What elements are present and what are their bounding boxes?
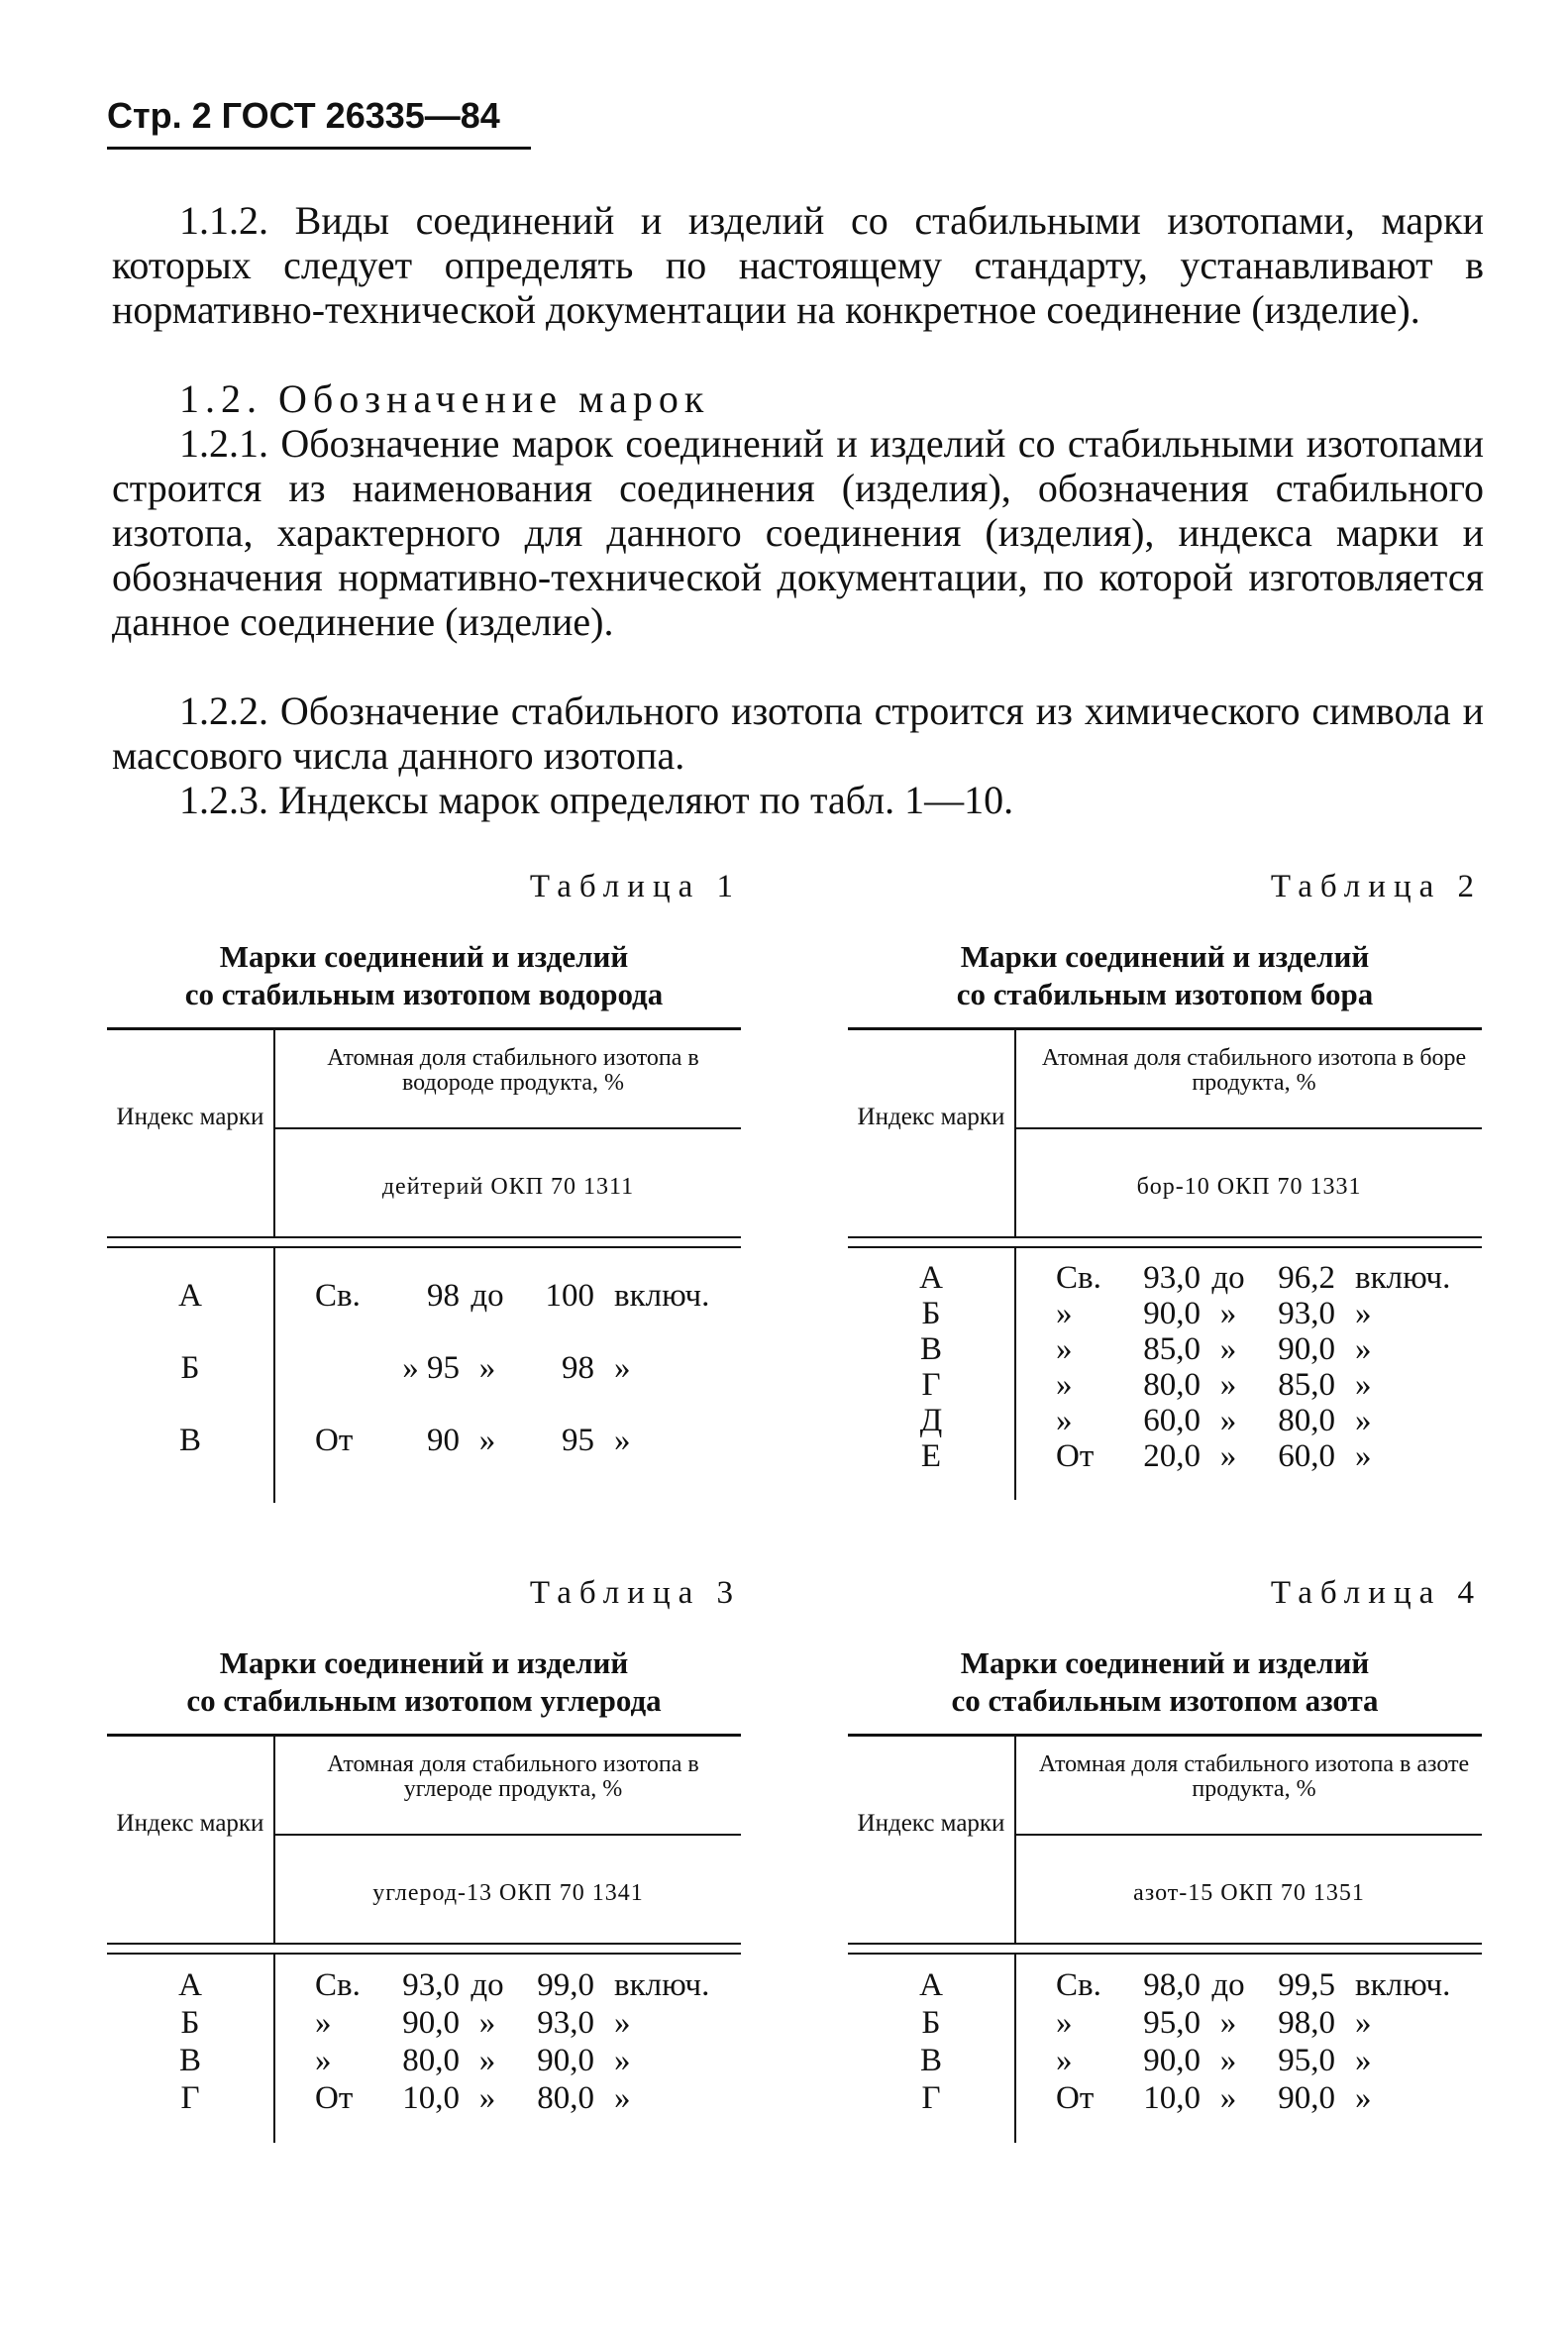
header-subrule (275, 1127, 741, 1129)
table-title-line: Марки соединений и изделий (219, 1645, 629, 1680)
table-row (107, 1260, 741, 1332)
row-suffix: » (614, 2079, 631, 2116)
row-upper-bound: 96,2 (1278, 1259, 1335, 1296)
row-separator: » (1219, 1330, 1237, 1367)
row-suffix: » (1355, 1437, 1372, 1474)
row-lower-bound: 80,0 (402, 2042, 460, 2078)
table-row (107, 1966, 741, 2004)
row-suffix: » (1355, 2079, 1372, 2116)
row-suffix: » (1355, 1330, 1372, 1367)
header-divider (1014, 1737, 1016, 1943)
row-index: Г (180, 2079, 200, 2116)
row-separator: » (478, 2042, 496, 2078)
header-subrule (1016, 1127, 1482, 1129)
row-separator: до (1211, 1966, 1245, 2003)
row-prefix: » (1056, 1330, 1073, 1367)
row-separator: до (470, 1966, 504, 2003)
table-body (107, 1955, 741, 2143)
table-row (848, 1260, 1482, 1296)
row-prefix: Св. (315, 1278, 361, 1314)
atom-fraction-header: Атомная доля стабильного изотопа в водороде продукта, % (327, 1045, 699, 1096)
index-header: Индекс марки (857, 1104, 1005, 1130)
row-index: Б (180, 1350, 200, 1386)
row-prefix: » (1056, 2004, 1073, 2041)
table-row (107, 2004, 741, 2042)
row-upper-bound: 93,0 (537, 2004, 594, 2041)
table-row (848, 1966, 1482, 2004)
table-header (107, 1030, 741, 1236)
table-caption: Таблица 1 (529, 869, 741, 904)
atom-fraction-header: Атомная доля стабильного изотопа в азоте продукта, % (1038, 1751, 1470, 1802)
table-caption: Таблица 2 (1270, 869, 1482, 904)
row-upper-bound: 90,0 (537, 2042, 594, 2078)
table-row (848, 1438, 1482, 1474)
row-prefix: » (1056, 1366, 1073, 1403)
row-suffix: включ. (1355, 1966, 1451, 2003)
row-separator: » (478, 1423, 496, 1458)
index-header: Индекс марки (116, 1810, 264, 1837)
row-upper-bound: 99,5 (1278, 1966, 1335, 2003)
row-index: А (178, 1966, 202, 2003)
header-divider (1014, 1030, 1016, 1236)
body-divider (1014, 1955, 1016, 2143)
table-row (848, 1331, 1482, 1367)
table-title (107, 1644, 741, 1720)
table-header (107, 1737, 741, 1943)
row-upper-bound: 60,0 (1278, 1437, 1335, 1474)
table-title-line: со стабильным изотопом углерода (186, 1683, 662, 1718)
row-lower-bound: 95,0 (1143, 2004, 1201, 2041)
row-suffix: » (1355, 2004, 1372, 2041)
row-index: Д (919, 1402, 943, 1438)
table-row (848, 1296, 1482, 1331)
row-suffix: » (614, 2004, 631, 2041)
row-suffix: » (1355, 1295, 1372, 1331)
row-prefix: Св. (1056, 1966, 1101, 2003)
row-index: А (178, 1278, 202, 1314)
paragraph-1-2-3: 1.2.3. Индексы марок определяют по табл. 1—10. (179, 778, 1014, 822)
product-code: дейтерий ОКП 70 1311 (381, 1174, 635, 1200)
row-separator: » (1219, 1366, 1237, 1403)
table-title-line: Марки соединений и изделий (960, 1645, 1370, 1680)
row-index: Б (921, 1295, 941, 1331)
row-prefix: Св. (315, 1966, 361, 2003)
row-suffix: » (614, 2042, 631, 2078)
row-index: Г (921, 1366, 941, 1403)
rule-gap (107, 1238, 741, 1246)
row-lower-bound: 98 (427, 1278, 460, 1314)
row-index: Е (920, 1437, 942, 1474)
row-separator: до (470, 1278, 504, 1314)
row-separator: » (1219, 2079, 1237, 2116)
row-upper-bound: 90,0 (1278, 2079, 1335, 2116)
index-header: Индекс марки (857, 1810, 1005, 1837)
row-separator: » (478, 1350, 496, 1386)
table-title (107, 938, 741, 1013)
row-index: В (178, 1423, 201, 1458)
header-rule (107, 147, 531, 150)
row-lower-bound: 60,0 (1143, 1402, 1201, 1438)
table-title (848, 1644, 1482, 1720)
body-divider (273, 1955, 275, 2143)
row-prefix: » (1056, 2042, 1073, 2078)
table-title (848, 938, 1482, 1013)
row-lower-bound: 10,0 (1143, 2079, 1201, 2116)
table-caption: Таблица 4 (1270, 1575, 1482, 1611)
row-upper-bound: 90,0 (1278, 1330, 1335, 1367)
row-prefix: » (315, 2004, 332, 2041)
table-row (848, 2079, 1482, 2117)
table-row (848, 2004, 1482, 2042)
row-lower-bound: 80,0 (1143, 1366, 1201, 1403)
row-upper-bound: 100 (545, 1278, 594, 1314)
row-index: В (178, 2042, 201, 2078)
body-divider (273, 1248, 275, 1503)
row-prefix: От (1056, 2079, 1095, 2116)
row-prefix: » (1056, 1402, 1073, 1438)
row-prefix: Св. (1056, 1259, 1101, 1296)
row-suffix: включ. (614, 1278, 710, 1314)
table-caption: Таблица 3 (529, 1575, 741, 1611)
rule-gap (848, 1945, 1482, 1953)
table-title-line: Марки соединений и изделий (960, 939, 1370, 974)
row-upper-bound: 95,0 (1278, 2042, 1335, 2078)
header-subrule (275, 1834, 741, 1836)
row-separator: до (1211, 1259, 1245, 1296)
table-3 (107, 1575, 741, 2143)
table-2 (848, 869, 1482, 1500)
page-header: Стр. 2 ГОСТ 26335—84 (107, 95, 500, 136)
row-prefix: От (315, 2079, 354, 2116)
atom-fraction-header: Атомная доля стабильного изотопа в углероде продукта, % (327, 1751, 699, 1802)
product-code: бор-10 ОКП 70 1331 (1136, 1174, 1362, 1200)
row-prefix: От (1056, 1437, 1095, 1474)
table-row (107, 1332, 741, 1405)
row-index: Г (921, 2079, 941, 2116)
row-suffix: » (1355, 2042, 1372, 2078)
row-lower-bound: 98,0 (1143, 1966, 1201, 2003)
row-lower-bound: 85,0 (1143, 1330, 1201, 1367)
table-row (107, 2042, 741, 2079)
product-code: азот-15 ОКП 70 1351 (1133, 1880, 1365, 1906)
table-header (848, 1737, 1482, 1943)
row-suffix: » (1355, 1366, 1372, 1403)
index-header: Индекс марки (116, 1104, 264, 1130)
row-suffix: » (1355, 1402, 1372, 1438)
row-upper-bound: 98 (562, 1350, 594, 1386)
atom-fraction-header: Атомная доля стабильного изотопа в боре продукта, % (1041, 1045, 1467, 1096)
product-code: углерод-13 ОКП 70 1341 (372, 1880, 644, 1906)
table-row (848, 2042, 1482, 2079)
row-prefix: » (1056, 1295, 1073, 1331)
row-lower-bound: 20,0 (1143, 1437, 1201, 1474)
row-prefix: От (315, 1423, 354, 1458)
row-upper-bound: 80,0 (537, 2079, 594, 2116)
table-title-line: со стабильным изотопом азота (951, 1683, 1379, 1718)
row-upper-bound: 99,0 (537, 1966, 594, 2003)
row-lower-bound: 10,0 (402, 2079, 460, 2116)
table-title-line: со стабильным изотопом бора (956, 977, 1374, 1011)
rule-gap (107, 1945, 741, 1953)
table-title-line: со стабильным изотопом водорода (184, 977, 664, 1011)
row-index: А (919, 1259, 943, 1296)
row-index: В (919, 2042, 942, 2078)
row-lower-bound: 90,0 (402, 2004, 460, 2041)
paragraph-1-1-2: 1.1.2. Виды соединений и изделий со стабильными изотопами, марки которых следует определять по настоящему стандарту, устанавливают в нормативно-технической документации на конкретное соединение (изделие). (112, 198, 1484, 332)
row-separator: » (1219, 1437, 1237, 1474)
row-suffix: » (614, 1350, 631, 1386)
row-upper-bound: 98,0 (1278, 2004, 1335, 2041)
row-separator: » (478, 2004, 496, 2041)
header-subrule (1016, 1834, 1482, 1836)
row-lower-bound: 93,0 (402, 1966, 460, 2003)
paragraph-1-2-1: 1.2.1. Обозначение марок соединений и изделий со стабильными изотопами строится из наименования соединения (изделия), обозначения стабильного изотопа, характерного для данного соединения (изделия), индекса марки и обозначения нормативно-технической документации, по которой изготовляется данное соединение (изделие). (112, 421, 1484, 644)
table-title-line: Марки соединений и изделий (219, 939, 629, 974)
row-separator: » (478, 2079, 496, 2116)
row-separator: » (1219, 2042, 1237, 2078)
row-separator: » (1219, 2004, 1237, 2041)
row-index: Б (180, 2004, 200, 2041)
table-1 (107, 869, 741, 1503)
row-lower-bound: 90,0 (1143, 2042, 1201, 2078)
section-heading-1-2: 1.2. Обозначение марок (179, 376, 710, 421)
row-suffix: включ. (614, 1966, 710, 2003)
row-index: А (919, 1966, 943, 2003)
row-upper-bound: 93,0 (1278, 1295, 1335, 1331)
row-index: Б (921, 2004, 941, 2041)
table-body (848, 1248, 1482, 1500)
header-divider (273, 1737, 275, 1943)
row-lower-bound: 93,0 (1143, 1259, 1201, 1296)
table-row (107, 1405, 741, 1477)
row-upper-bound: 80,0 (1278, 1402, 1335, 1438)
row-separator: » (1219, 1295, 1237, 1331)
row-upper-bound: 95 (562, 1423, 594, 1458)
header-divider (273, 1030, 275, 1236)
row-upper-bound: 85,0 (1278, 1366, 1335, 1403)
row-lower-bound: 90,0 (1143, 1295, 1201, 1331)
table-row (848, 1367, 1482, 1403)
row-suffix: » (614, 1423, 631, 1458)
row-index: В (919, 1330, 942, 1367)
table-row (848, 1403, 1482, 1438)
body-divider (1014, 1248, 1016, 1500)
row-suffix: включ. (1355, 1259, 1451, 1296)
table-body (848, 1955, 1482, 2143)
row-prefix: » (315, 2042, 332, 2078)
row-separator: » (1219, 1402, 1237, 1438)
table-body (107, 1248, 741, 1503)
table-header (848, 1030, 1482, 1236)
table-row (107, 2079, 741, 2117)
paragraph-1-2-2: 1.2.2. Обозначение стабильного изотопа строится из химического символа и массового числа данного изотопа. (112, 688, 1484, 778)
row-lower-bound: » 95 (402, 1350, 460, 1386)
rule-gap (848, 1238, 1482, 1246)
row-lower-bound: 90 (427, 1423, 460, 1458)
table-4 (848, 1575, 1482, 2143)
